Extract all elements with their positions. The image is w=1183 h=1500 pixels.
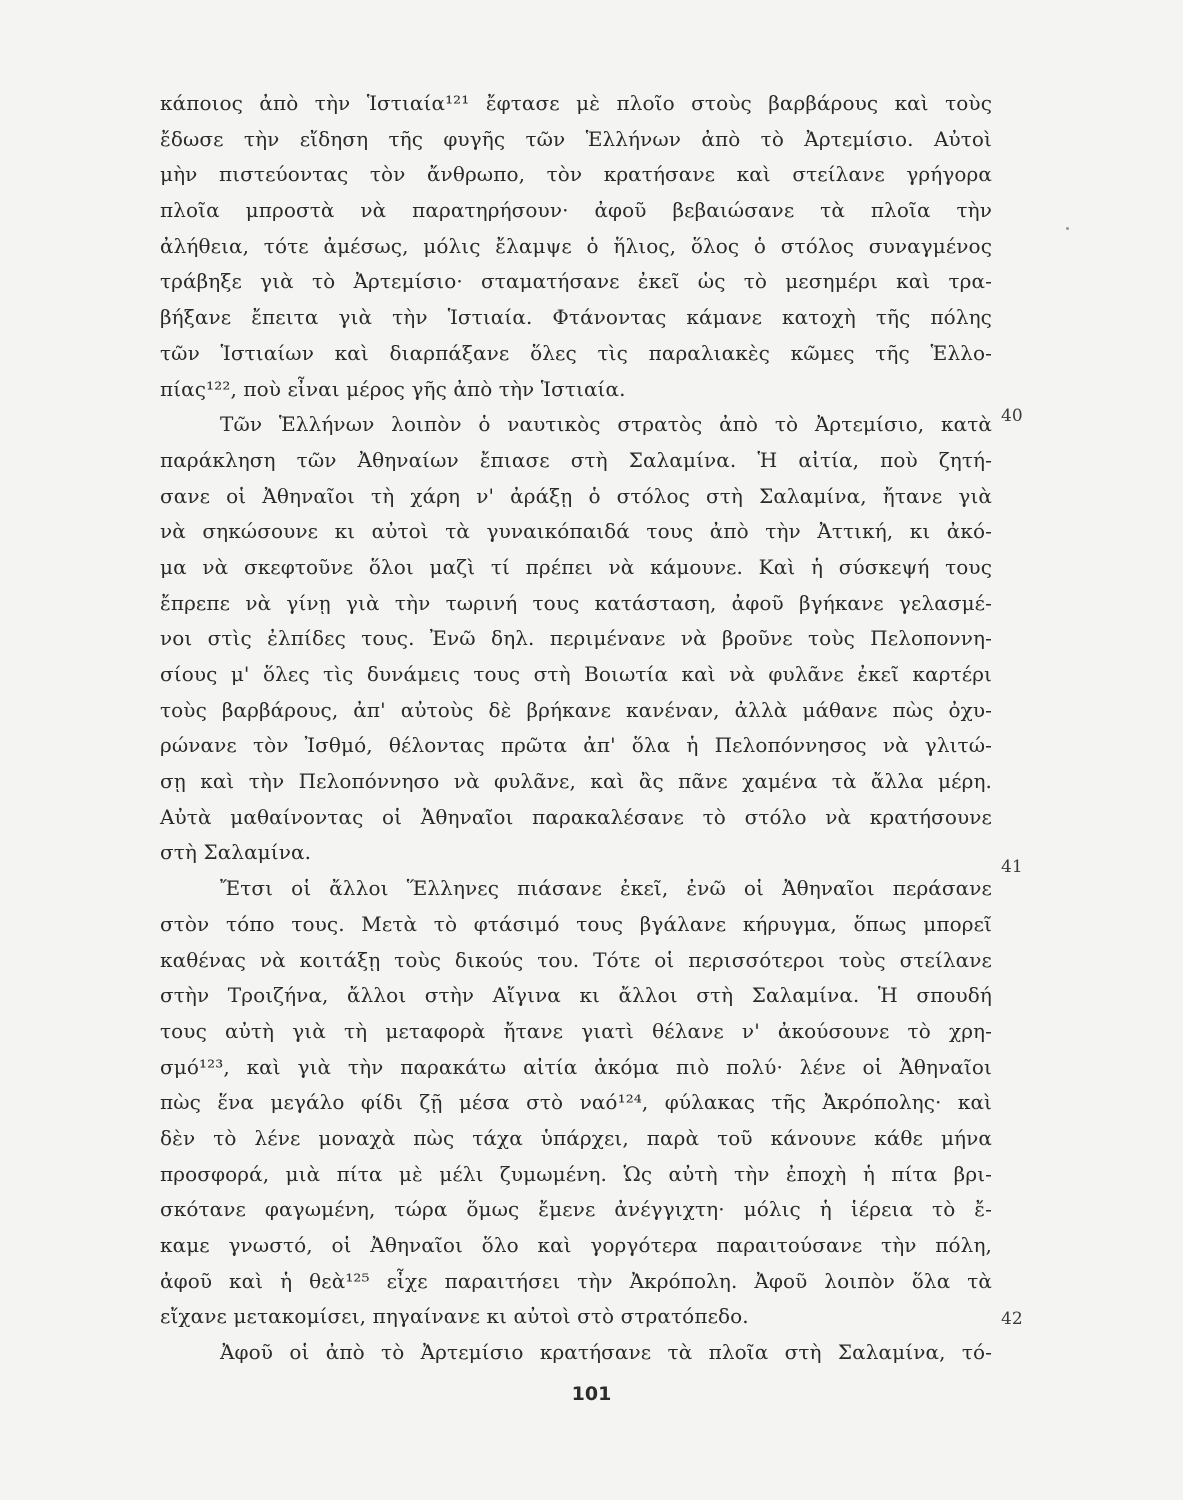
text-line: καθένας νὰ κοιτάξῃ τοὺς δικούς του. Τότε οἱ περισσότεροι τοὺς στείλανε: [160, 947, 992, 972]
margin-section-number: 42: [1001, 1309, 1023, 1329]
text-line: νὰ σηκώσουνε κι αὐτοὶ τὰ γυναικόπαιδά τους ἀπὸ τὴν Ἀττική, κι ἀκό-: [160, 519, 992, 544]
text-line: μα νὰ σκεφτοῦνε ὅλοι μαζὶ τί πρέπει νὰ κάμουνε. Καὶ ἡ σύσκεψή τους: [160, 554, 992, 579]
text-line: ἔπρεπε νὰ γίνῃ γιὰ τὴν τωρινή τους κατάσταση, ἀφοῦ βγήκανε γελασμέ-: [160, 590, 992, 615]
text-line: στὴ Σαλαμίνα.: [160, 840, 312, 865]
text-line-paragraph-start: Ἔτσι οἱ ἄλλοι Ἕλληνες πιάσανε ἐκεῖ, ἐνῶ οἱ Ἀθηναῖοι περάσανε: [220, 876, 992, 901]
text-line: στὴν Τροιζήνα, ἄλλοι στὴν Αἴγινα κι ἄλλοι στὴ Σαλαμίνα. Ἡ σπουδή: [160, 983, 992, 1008]
page-number: 101: [571, 1383, 612, 1405]
text-line: σῃ καὶ τὴν Πελοπόννησο νὰ φυλᾶνε, καὶ ἂς πᾶνε χαμένα τὰ ἄλλα μέρη.: [160, 769, 992, 794]
text-line-paragraph-start: Τῶν Ἑλλήνων λοιπὸν ὁ ναυτικὸς στρατὸς ἀπὸ τὸ Ἀρτεμίσιο, κατὰ: [220, 412, 992, 437]
text-line: ἀλήθεια, τότε ἀμέσως, μόλις ἔλαμψε ὁ ἥλιος, ὅλος ὁ στόλος συναγμένος: [160, 233, 992, 258]
text-line: σμό¹²³, καὶ γιὰ τὴν παρακάτω αἰτία ἀκόμα πιὸ πολύ· λένε οἱ Ἀθηναῖοι: [160, 1054, 992, 1079]
text-line: σίους μ' ὅλες τὶς δυνάμεις τους στὴ Βοιωτία καὶ νὰ φυλᾶνε ἐκεῖ καρτέρι: [160, 662, 992, 686]
text-line: καμε γνωστό, οἱ Ἀθηναῖοι ὅλο καὶ γοργότερα παραιτούσανε τὴν πόλη,: [160, 1233, 992, 1257]
text-line: τράβηξε γιὰ τὸ Ἀρτεμίσιο· σταματήσανε ἐκεῖ ὡς τὸ μεσημέρι καὶ τρα-: [160, 269, 992, 294]
text-line: ἔδωσε τὴν εἴδηση τῆς φυγῆς τῶν Ἑλλήνων ἀπὸ τὸ Ἀρτεμίσιο. Αὐτοὶ: [160, 126, 992, 151]
text-line: πὼς ἕνα μεγάλο φίδι ζῇ μέσα στὸ ναό¹²⁴, φύλακας τῆς Ἀκρόπολης· καὶ: [160, 1090, 992, 1115]
text-line: ἀφοῦ καὶ ἡ θεὰ¹²⁵ εἶχε παραιτήσει τὴν Ἀκρόπολη. Ἀφοῦ λοιπὸν ὅλα τὰ: [160, 1268, 992, 1293]
text-line: προσφορά, μιὰ πίτα μὲ μέλι ζυμωμένη. Ὡς αὐτὴ τὴν ἐποχὴ ἡ πίτα βρι-: [160, 1161, 992, 1186]
text-line: βήξανε ἔπειτα γιὰ τὴν Ἱστιαία. Φτάνοντας κάμανε κατοχὴ τῆς πόλης: [160, 305, 992, 330]
text-line: νοι στὶς ἐλπίδες τους. Ἐνῶ δηλ. περιμένανε νὰ βροῦνε τοὺς Πελοποννη-: [160, 626, 992, 651]
text-line: εἴχανε μετακομίσει, πηγαίνανε κι αὐτοὶ στὸ στρατόπεδο.: [160, 1304, 749, 1329]
text-line: στὸν τόπο τους. Μετὰ τὸ φτάσιμό τους βγάλανε κήρυγμα, ὅπως μπορεῖ: [160, 911, 992, 936]
text-line: τους αὐτὴ γιὰ τὴ μεταφορὰ ἤτανε γιατὶ θέλανε ν' ἀκούσουνε τὸ χρη-: [160, 1018, 992, 1043]
text-line: σκότανε φαγωμένη, τώρα ὅμως ἔμενε ἀνέγγιχτη· μόλις ἡ ἱέρεια τὸ ἔ-: [160, 1197, 992, 1222]
text-line-paragraph-start: Ἀφοῦ οἱ ἀπὸ τὸ Ἀρτεμίσιο κρατήσανε τὰ πλοῖα στὴ Σαλαμίνα, τό-: [220, 1340, 992, 1365]
page-speck: [1066, 227, 1069, 230]
text-line: παράκληση τῶν Ἀθηναίων ἔπιασε στὴ Σαλαμίνα. Ἡ αἰτία, ποὺ ζητή-: [160, 447, 992, 472]
text-line: πλοῖα μπροστὰ νὰ παρατηρήσουν· ἀφοῦ βεβαιώσανε τὰ πλοῖα τὴν: [160, 198, 992, 223]
text-line: κάποιος ἀπὸ τὴν Ἱστιαία¹²¹ ἔφτασε μὲ πλοῖο στοὺς βαρβάρους καὶ τοὺς: [160, 91, 992, 115]
text-line: πίας¹²², ποὺ εἶναι μέρος γῆς ἀπὸ τὴν Ἱστιαία.: [160, 376, 626, 401]
text-line: τοὺς βαρβάρους, ἀπ' αὐτοὺς δὲ βρήκανε κανέναν, ἀλλὰ μάθανε πὼς ὀχυ-: [160, 697, 992, 722]
text-line: δὲν τὸ λένε μοναχὰ πὼς τάχα ὑπάρχει, παρὰ τοῦ κάνουνε κάθε μήνα: [160, 1125, 992, 1150]
text-line: τῶν Ἱστιαίων καὶ διαρπάξανε ὅλες τὶς παραλιακὲς κῶμες τῆς Ἑλλο-: [160, 340, 992, 365]
text-line: μὴν πιστεύοντας τὸν ἄνθρωπο, τὸν κρατήσανε καὶ στείλανε γρήγορα: [160, 162, 992, 187]
margin-section-number: 40: [1001, 406, 1023, 426]
text-line: ρώνανε τὸν Ἰσθμό, θέλοντας πρῶτα ἀπ' ὅλα ἡ Πελοπόννησος νὰ γλιτώ-: [160, 733, 992, 758]
text-line: Αὐτὰ μαθαίνοντας οἱ Ἀθηναῖοι παρακαλέσανε τὸ στόλο νὰ κρατήσουνε: [160, 804, 992, 829]
margin-section-number: 41: [1001, 857, 1023, 877]
text-line: σανε οἱ Ἀθηναῖοι τὴ χάρη ν' ἀράξῃ ὁ στόλος στὴ Σαλαμίνα, ἤτανε γιὰ: [160, 483, 992, 508]
body-text: [160, 86, 992, 1371]
